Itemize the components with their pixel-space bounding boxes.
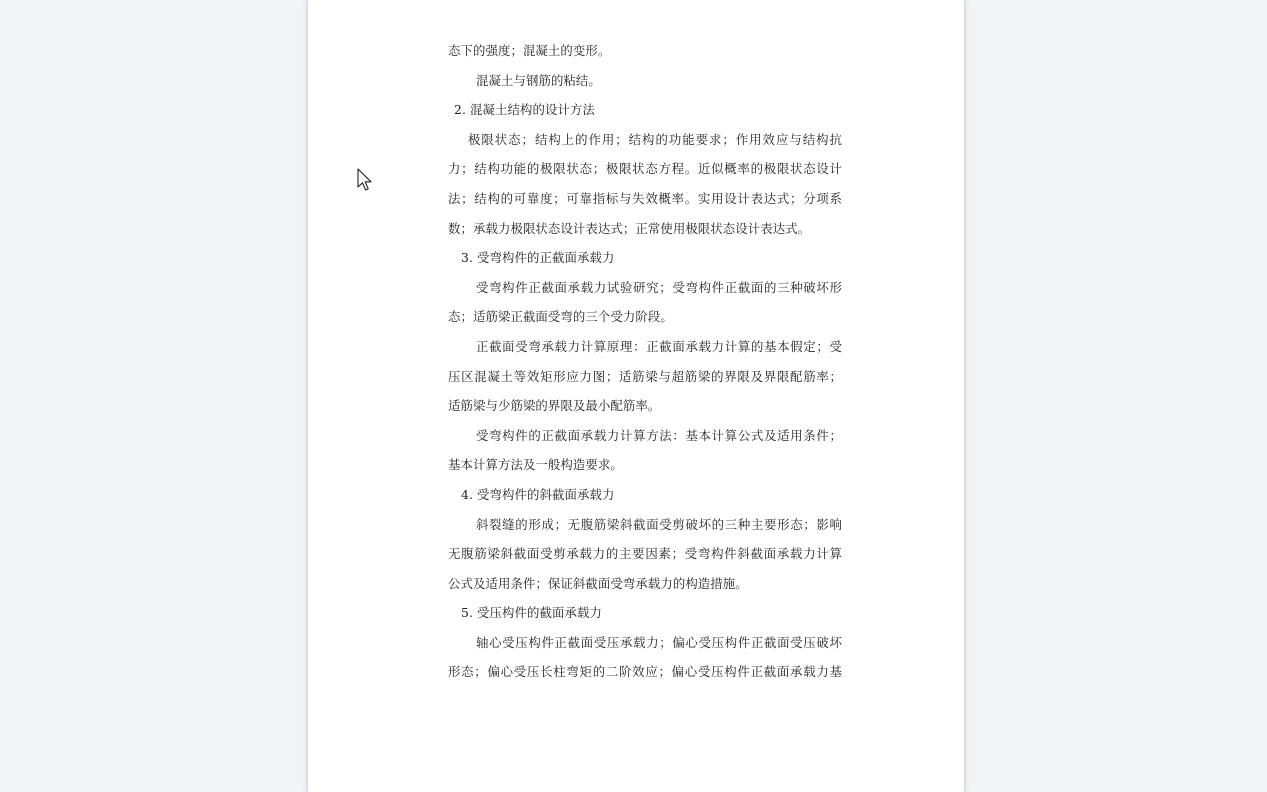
text-line: 态下的强度；混凝土的变形。 (448, 43, 611, 58)
section-heading: 3. 受弯构件的正截面承载力 (461, 250, 615, 266)
text-line: 形态；偏心受压长柱弯矩的二阶效应；偏心受压构件正截面承载力基 (448, 664, 842, 680)
text-line: 适筋梁与少筋梁的界限及最小配筋率。 (448, 398, 661, 414)
text-line: 极限状态；结构上的作用；结构的功能要求；作用效应与结构抗 (468, 131, 842, 147)
text-line: 轴心受压构件正截面受压承载力；偏心受压构件正截面受压破坏 (476, 634, 842, 650)
document-page[interactable] (308, 0, 964, 792)
section-heading: 4. 受弯构件的斜截面承载力 (461, 486, 615, 502)
text-line: 公式及适用条件；保证斜截面受弯承载力的构造措施。 (448, 575, 748, 591)
text-line: 受弯构件正截面承载力试验研究；受弯构件正截面的三种破坏形 (476, 279, 842, 295)
text-line: 数；承载力极限状态设计表达式；正常使用极限状态设计表达式。 (448, 220, 811, 236)
text-line: 混凝土与钢筋的粘结。 (476, 72, 601, 88)
page-text (448, 40, 842, 691)
text-line: 无腹筋梁斜截面受剪承载力的主要因素；受弯构件斜截面承载力计算 (448, 546, 842, 562)
section-heading: 5. 受压构件的截面承载力 (461, 605, 602, 621)
text-line: 态；适筋梁正截面受弯的三个受力阶段。 (448, 309, 673, 325)
text-line: 正截面受弯承载力计算原理：正截面承载力计算的基本假定；受 (476, 338, 842, 354)
text-line: 力；结构功能的极限状态；极限状态方程。近似概率的极限状态设计 (448, 161, 842, 177)
text-line: 基本计算方法及一般构造要求。 (448, 457, 623, 473)
text-line: 压区混凝土等效矩形应力图；适筋梁与超筋梁的界限及界限配筋率； (448, 368, 842, 384)
mouse-pointer-icon (357, 168, 373, 192)
text-line: 斜裂缝的形成；无腹筋梁斜截面受剪破坏的三种主要形态；影响 (476, 516, 842, 532)
section-heading: 2. 混凝土结构的设计方法 (454, 102, 595, 118)
text-line: 受弯构件的正截面承载力计算方法：基本计算公式及适用条件； (476, 427, 842, 443)
text-line: 法；结构的可靠度；可靠指标与失效概率。实用设计表达式；分项系 (448, 190, 842, 206)
